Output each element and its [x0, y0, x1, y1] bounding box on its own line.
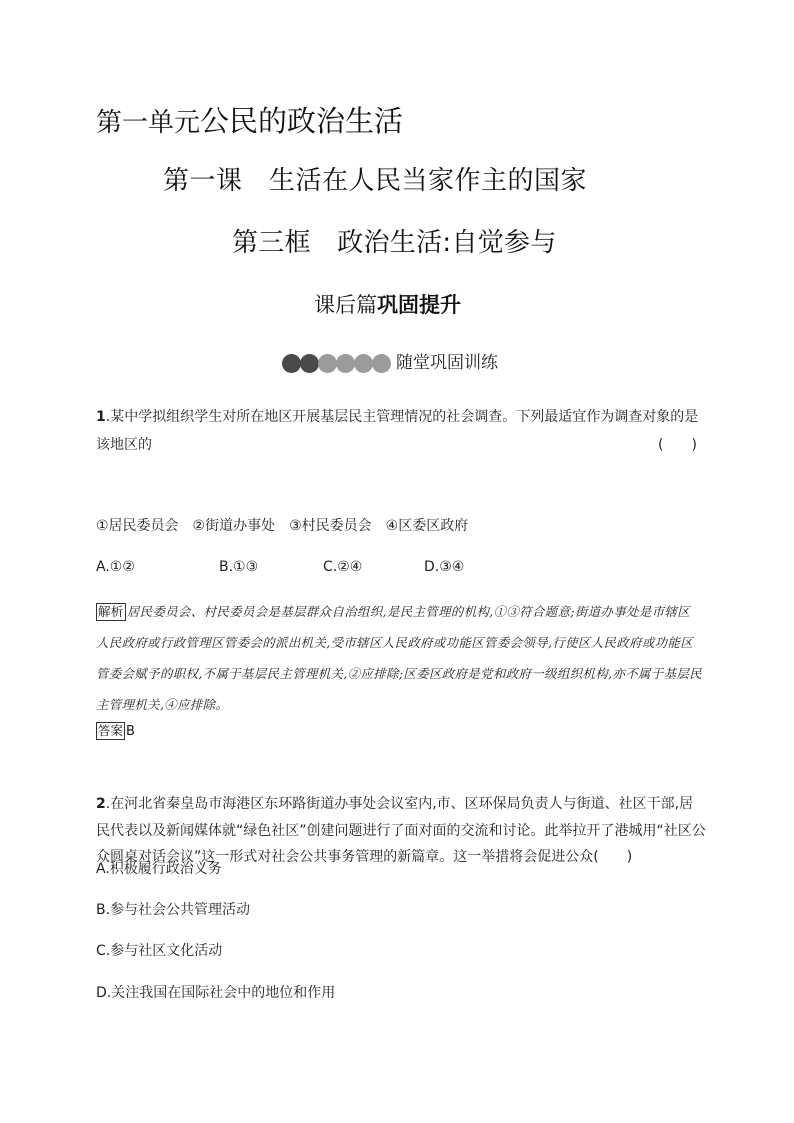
analysis-tag: 解析: [98, 604, 124, 619]
q1-option-b[interactable]: B.①③: [219, 559, 259, 575]
q1-option-a[interactable]: A.①②: [96, 559, 135, 575]
practice-banner: [282, 352, 498, 374]
section-title: [314, 290, 461, 320]
q2-option-d[interactable]: D.关注我国在国际社会中的地位和作用: [96, 985, 336, 1001]
answer-value: B: [126, 724, 135, 739]
q1-option-d[interactable]: D.③④: [424, 559, 465, 575]
practice-label: 随堂巩固训练: [396, 353, 498, 373]
progress-dot-6: [372, 354, 391, 373]
q1-stem-line2: 该地区的: [96, 437, 152, 453]
q1-answer: [96, 721, 135, 743]
answer-tag: 答案: [98, 723, 124, 738]
q2-number: 2: [96, 796, 106, 812]
unit-lead: 第一单元: [96, 108, 201, 138]
unit-title: [96, 101, 403, 143]
progress-dot-3: [318, 354, 337, 373]
progress-dot-5: [354, 354, 373, 373]
lesson-title: 第一课 生活在人民当家作主的国家: [163, 166, 588, 196]
section-bold: 巩固提升: [377, 293, 461, 317]
frame-title: 第三框 政治生活:自觉参与: [232, 228, 557, 258]
q2-option-b[interactable]: B.参与社会公共管理活动: [96, 902, 251, 918]
q1-answer-bracket: ( ): [658, 437, 697, 453]
q1-stem-line1: [96, 404, 698, 430]
progress-dot-4: [336, 354, 355, 373]
analysis-text: 居民委员会、村民委员会是基层群众自治组织,是民主管理的机构,①③符合题意;街道办事处是市辖区人民政府或行政管理区管委会的派出机关,受市辖区人民政府或功能区管委会领导,行使区人民政府或功能区管委会赋予的职权,不属于基层民主管理机关,②应排除;区委区政府是党和政府一级组织机构,亦不属于基层民主管理机关,④应排除。: [96, 604, 702, 712]
q2-stem-text: .在河北省秦皇岛市海港区东环路街道办事处会议室内,市、区环保局负责人与街道、社区干部,居民代表以及新闻媒体就“绿色社区”创建问题进行了面对面的交流和讨论。此举拉开了港城用“社区公众圆桌对话会议”这一形式对社会公共事务管理的新篇章。这一举措将会促进公众( ): [96, 796, 706, 865]
q2-option-c[interactable]: C.参与社区文化活动: [96, 943, 223, 959]
q1-number: 1: [96, 409, 106, 425]
q1-option-c[interactable]: C.②④: [323, 559, 363, 575]
unit-name: 公民的政治生活: [200, 104, 404, 138]
q1-stem-text: .某中学拟组织学生对所在地区开展基层民主管理情况的社会调查。下列最适宜作为调查对象的是: [105, 409, 699, 425]
section-lead: 课后篇: [314, 293, 377, 317]
q1-items: ①居民委员会 ②街道办事处 ③村民委员会 ④区委区政府: [96, 518, 469, 534]
progress-dot-2: [300, 354, 319, 373]
q1-analysis: [96, 596, 702, 720]
progress-dot-1: [282, 354, 301, 373]
q2-option-a[interactable]: A.积极履行政治义务: [96, 861, 222, 877]
